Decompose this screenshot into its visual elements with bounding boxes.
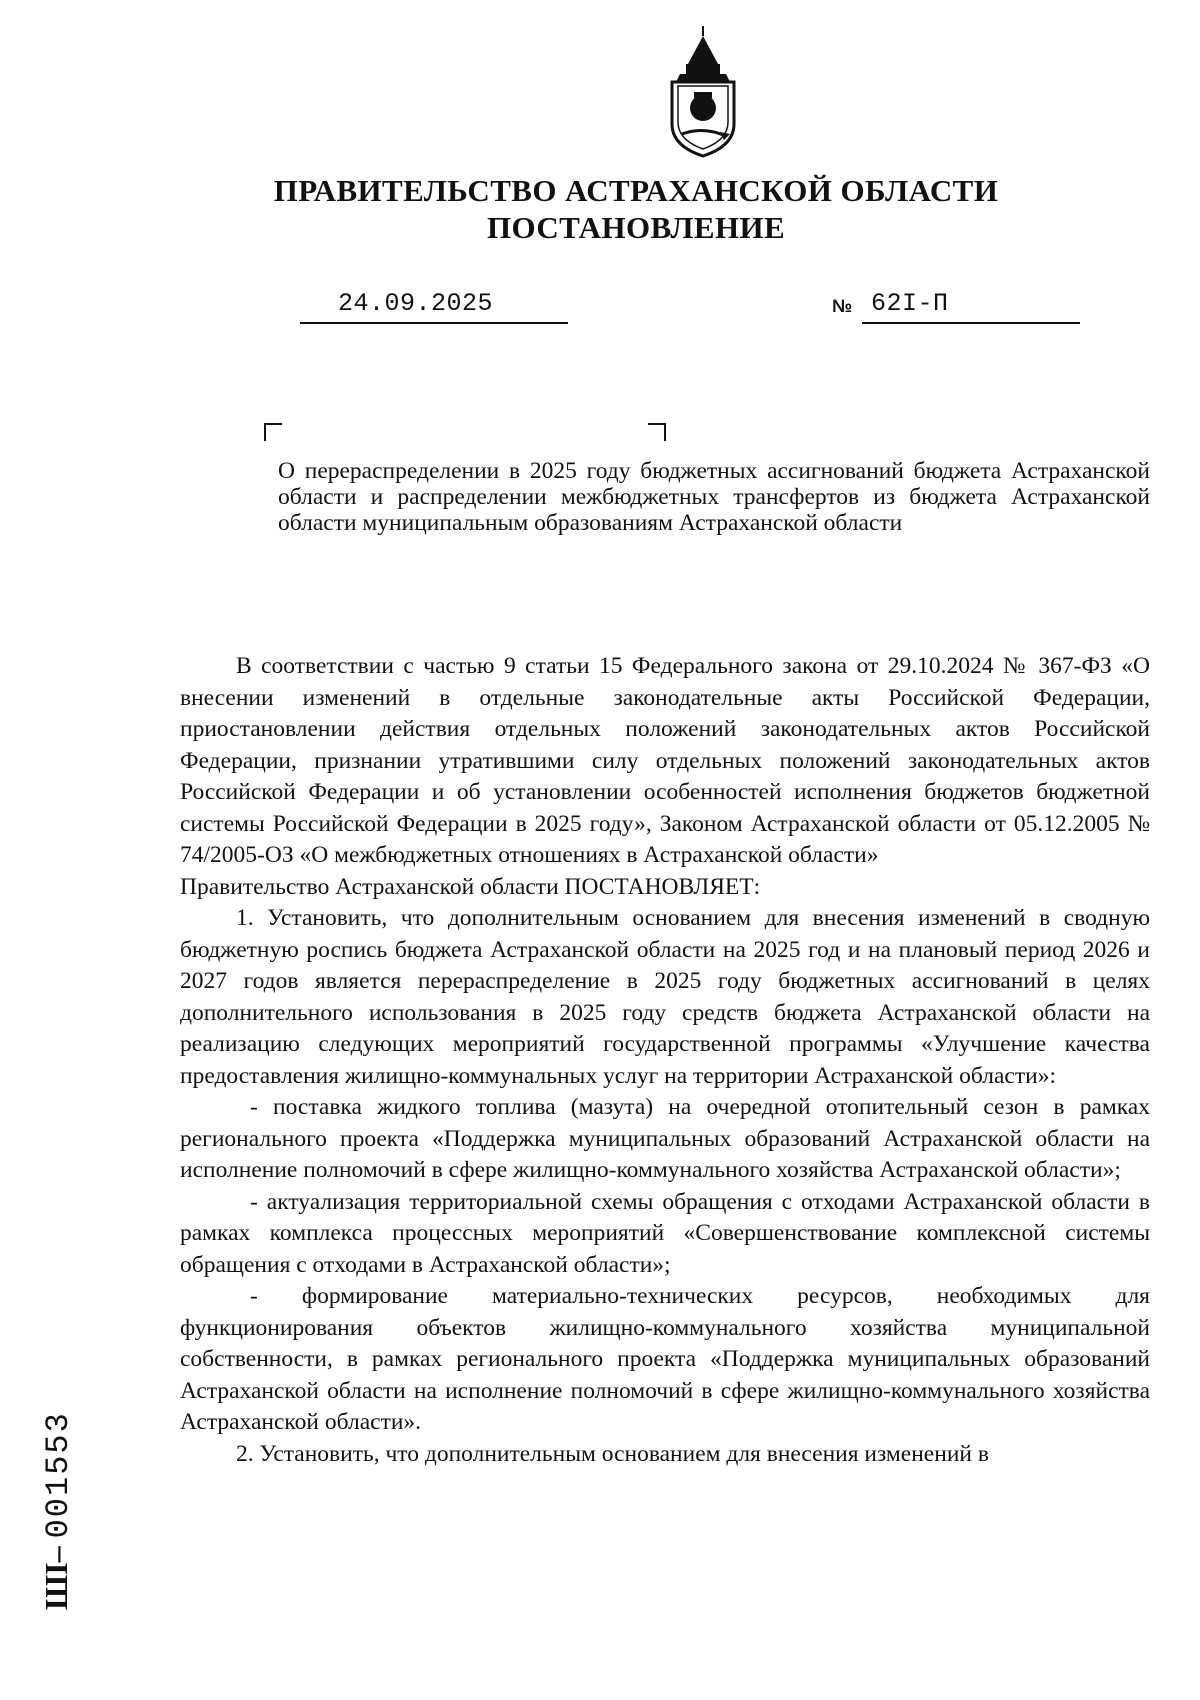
document-body [180,651,1150,1470]
item-2-paragraph: 2. Установить, что дополнительным основанием для внесения изменений в [236,1440,989,1467]
bullet-paragraph: - поставка жидкого топлива (мазута) на очередной отопительный сезон в рамках регионального проекта «Поддержка муниципальных образований Астраханской области на исполнение полномочий в сфере жилищно-коммунального хозяйства Астраханской области»; [180,1094,1150,1183]
stamp-series: ШI– [38,1546,74,1610]
resolves-paragraph: Правительство Астраханской области ПОСТАНОВЛЯЕТ: [180,873,761,900]
document-number: 62I-П [871,289,949,318]
astrakhan-coat-of-arms-icon [658,24,748,158]
stamp-number: 001553 [40,1411,77,1539]
bullet-paragraph: - формирование материально-технических ресурсов, необходимых для функционирования объектов жилищно-коммунального хозяйства муниципальной собственности, в рамках регионального проекта «Поддержка муниципальных образований Астраханской области на исполнение полномочий в сфере жилищно-коммунального хозяйства Астраханской области». [180,1283,1150,1435]
bullet-paragraph: - актуализация территориальной схемы обращения с отходами Астраханской области в рамках комплекса процессных мероприятий «Совершенствование комплексной системы обращения с отходами в Астраханской области»; [180,1188,1150,1278]
number-label: № [832,296,853,316]
document-subject: О перераспределении в 2025 году бюджетных ассигнований бюджета Астраханской области и распределении межбюджетных трансфертов из бюджета Астраханской области муниципальным образованиям Астраханской области [278,458,1150,536]
subject-corner-left [264,423,282,441]
subject-corner-right [648,423,666,441]
preamble-paragraph: В соответствии с частью 9 статьи 15 Федерального закона от 29.10.2024 № 367-ФЗ «О внесении изменений в отдельные законодательные акты Российской Федерации, приостановлении действия отдельных положений законодательных актов Российской Федерации, признании утратившими силу отдельных положений законодательных актов Российской Федерации и об установлении особенностей исполнения бюджетов бюджетной системы Российской Федерации в 2025 году», Законом Астраханской области от 05.12.2005 № 74/2005-ОЗ «О межбюджетных отношениях в Астраханской области» [180,653,1150,868]
item-1-paragraph: 1. Установить, что дополнительным основанием для внесения изменений в сводную бюджетную роспись бюджета Астраханской области на 2025 год и на плановый период 2026 и 2027 годов является перераспределение в 2025 году бюджетных ассигнований в целях дополнительного использования в 2025 году средств бюджета Астраханской области на реализацию следующих мероприятий государственной программы «Улучшение качества предоставления жилищно-коммунальных услуг на территории Астраханской области»: [180,905,1150,1089]
government-title: ПРАВИТЕЛЬСТВО АСТРАХАНСКОЙ ОБЛАСТИ [273,173,999,208]
document-type-title: ПОСТАНОВЛЕНИЕ [486,210,786,245]
registration-stamp [38,1411,77,1610]
document-date: 24.09.2025 [338,289,494,318]
